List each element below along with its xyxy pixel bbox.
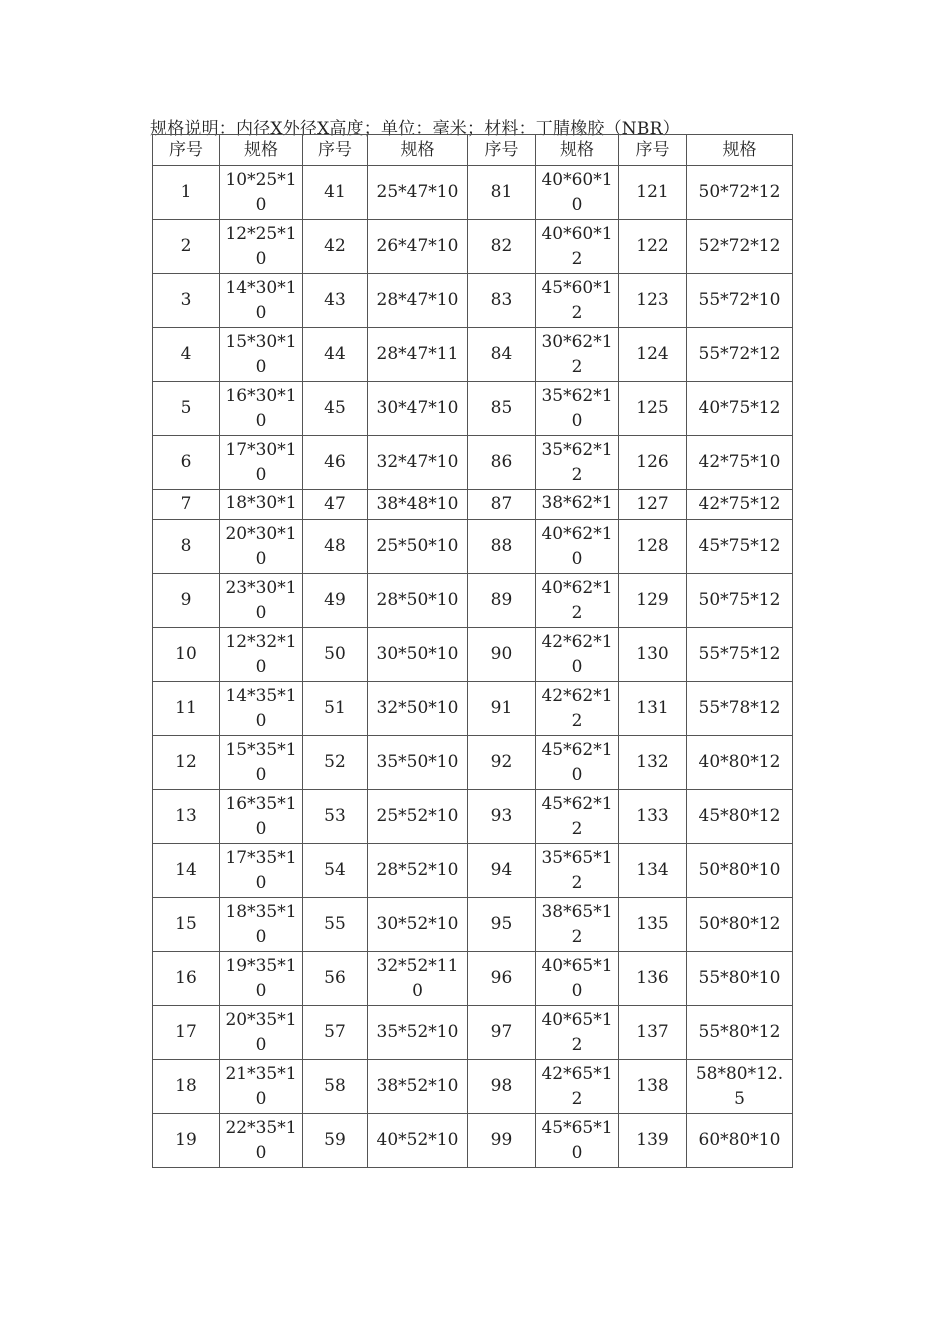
spec-value: 20*30*10 xyxy=(225,523,297,569)
spec-cell xyxy=(368,844,468,898)
spec-cell xyxy=(536,1006,619,1060)
spec-value: 42*62*12 xyxy=(541,685,613,731)
row-index-cell: 51 xyxy=(303,682,368,736)
row-index-cell: 54 xyxy=(303,844,368,898)
spec-value: 40*65*10 xyxy=(541,955,613,1001)
spec-cell xyxy=(536,844,619,898)
spec-cell xyxy=(536,166,619,220)
spec-cell xyxy=(368,1114,468,1168)
spec-cell xyxy=(687,520,793,574)
row-index-cell: 57 xyxy=(303,1006,368,1060)
row-index-cell: 95 xyxy=(468,898,536,952)
spec-value: 45*60*12 xyxy=(541,277,613,323)
spec-value: 45*62*12 xyxy=(541,793,613,839)
row-index-cell: 137 xyxy=(619,1006,687,1060)
spec-value: 55*80*12 xyxy=(698,1022,781,1042)
spec-value: 28*47*11 xyxy=(376,344,459,364)
row-index-cell: 15 xyxy=(153,898,220,952)
row-index-cell: 17 xyxy=(153,1006,220,1060)
row-index-cell: 131 xyxy=(619,682,687,736)
row-index-cell: 126 xyxy=(619,436,687,490)
spec-cell xyxy=(220,898,303,952)
spec-value: 55*80*10 xyxy=(698,968,781,988)
spec-cell xyxy=(368,1060,468,1114)
spec-value: 30*50*10 xyxy=(376,644,459,664)
spec-value: 40*62*10 xyxy=(541,523,613,569)
spec-value: 15*30*10 xyxy=(225,331,297,377)
spec-cell xyxy=(220,952,303,1006)
spec-cell xyxy=(368,628,468,682)
spec-cell xyxy=(687,490,793,520)
spec-cell xyxy=(687,166,793,220)
row-index-cell: 13 xyxy=(153,790,220,844)
header-row xyxy=(153,135,793,166)
row-index-cell: 7 xyxy=(153,490,220,520)
spec-cell xyxy=(536,682,619,736)
spec-cell xyxy=(220,520,303,574)
spec-cell xyxy=(368,166,468,220)
spec-value: 32*47*10 xyxy=(376,452,459,472)
spec-value: 55*75*12 xyxy=(698,644,781,664)
spec-value: 60*80*10 xyxy=(698,1130,781,1150)
spec-value: 40*65*12 xyxy=(541,1009,613,1055)
row-index-cell: 91 xyxy=(468,682,536,736)
spec-cell xyxy=(368,682,468,736)
row-index-cell: 41 xyxy=(303,166,368,220)
spec-value: 50*80*12 xyxy=(698,914,781,934)
row-index-cell: 45 xyxy=(303,382,368,436)
spec-value: 50*80*10 xyxy=(698,860,781,880)
row-index-cell: 58 xyxy=(303,1060,368,1114)
spec-cell xyxy=(220,166,303,220)
table-row xyxy=(153,520,793,574)
spec-value: 38*62*1 xyxy=(541,492,613,513)
spec-cell xyxy=(368,898,468,952)
spec-cell xyxy=(687,574,793,628)
spec-cell xyxy=(368,952,468,1006)
spec-value: 23*30*10 xyxy=(225,577,297,623)
spec-cell xyxy=(220,790,303,844)
spec-cell xyxy=(536,952,619,1006)
table-row xyxy=(153,790,793,844)
spec-value: 28*52*10 xyxy=(376,860,459,880)
row-index-cell: 98 xyxy=(468,1060,536,1114)
spec-value: 42*62*10 xyxy=(541,631,613,677)
header-index: 序号 xyxy=(303,135,368,166)
spec-value: 30*62*12 xyxy=(541,331,613,377)
row-index-cell: 5 xyxy=(153,382,220,436)
spec-cell xyxy=(687,220,793,274)
table-row xyxy=(153,166,793,220)
spec-value: 25*47*10 xyxy=(376,182,459,202)
spec-cell xyxy=(687,382,793,436)
table-row xyxy=(153,574,793,628)
spec-value: 28*47*10 xyxy=(376,290,459,310)
spec-value: 45*62*10 xyxy=(541,739,613,785)
row-index-cell: 83 xyxy=(468,274,536,328)
row-index-cell: 89 xyxy=(468,574,536,628)
table-row xyxy=(153,382,793,436)
spec-value: 35*52*10 xyxy=(376,1022,459,1042)
row-index-cell: 81 xyxy=(468,166,536,220)
row-index-cell: 16 xyxy=(153,952,220,1006)
row-index-cell: 3 xyxy=(153,274,220,328)
spec-value: 17*30*10 xyxy=(225,439,297,485)
header-index: 序号 xyxy=(468,135,536,166)
spec-cell xyxy=(220,382,303,436)
row-index-cell: 18 xyxy=(153,1060,220,1114)
table-row xyxy=(153,1114,793,1168)
row-index-cell: 47 xyxy=(303,490,368,520)
spec-value: 42*65*12 xyxy=(541,1063,613,1109)
row-index-cell: 50 xyxy=(303,628,368,682)
table-row xyxy=(153,220,793,274)
spec-cell xyxy=(687,736,793,790)
spec-cell xyxy=(536,490,619,520)
spec-value: 16*30*10 xyxy=(225,385,297,431)
spec-value: 14*35*10 xyxy=(225,685,297,731)
row-index-cell: 48 xyxy=(303,520,368,574)
row-index-cell: 139 xyxy=(619,1114,687,1168)
row-index-cell: 6 xyxy=(153,436,220,490)
header-spec: 规格 xyxy=(368,135,468,166)
spec-cell xyxy=(368,328,468,382)
spec-value: 21*35*10 xyxy=(225,1063,297,1109)
spec-value: 55*72*12 xyxy=(698,344,781,364)
spec-cell xyxy=(536,328,619,382)
row-index-cell: 4 xyxy=(153,328,220,382)
spec-value: 42*75*12 xyxy=(698,494,781,514)
spec-cell xyxy=(536,220,619,274)
row-index-cell: 55 xyxy=(303,898,368,952)
spec-cell xyxy=(536,736,619,790)
spec-value: 35*50*10 xyxy=(376,752,459,772)
header-spec: 规格 xyxy=(220,135,303,166)
row-index-cell: 94 xyxy=(468,844,536,898)
spec-cell xyxy=(536,274,619,328)
spec-value: 32*52*110 xyxy=(376,955,459,1001)
spec-cell xyxy=(687,898,793,952)
spec-cell xyxy=(220,436,303,490)
table-row xyxy=(153,1006,793,1060)
spec-value: 35*62*10 xyxy=(541,385,613,431)
row-index-cell: 99 xyxy=(468,1114,536,1168)
spec-cell xyxy=(220,1060,303,1114)
table-caption: 规格说明：内径X外径X高度；单位：毫米；材料：丁腈橡胶（NBR） xyxy=(150,119,680,139)
row-index-cell: 128 xyxy=(619,520,687,574)
spec-value: 14*30*10 xyxy=(225,277,297,323)
spec-value: 25*52*10 xyxy=(376,806,459,826)
table-row xyxy=(153,1060,793,1114)
spec-cell xyxy=(220,274,303,328)
spec-value: 45*65*10 xyxy=(541,1117,613,1163)
row-index-cell: 136 xyxy=(619,952,687,1006)
row-index-cell: 125 xyxy=(619,382,687,436)
row-index-cell: 97 xyxy=(468,1006,536,1060)
spec-value: 30*47*10 xyxy=(376,398,459,418)
spec-cell xyxy=(220,628,303,682)
spec-value: 30*52*10 xyxy=(376,914,459,934)
table-row xyxy=(153,844,793,898)
row-index-cell: 85 xyxy=(468,382,536,436)
spec-value: 50*75*12 xyxy=(698,590,781,610)
spec-cell xyxy=(368,1006,468,1060)
row-index-cell: 130 xyxy=(619,628,687,682)
spec-cell xyxy=(220,574,303,628)
spec-value: 17*35*10 xyxy=(225,847,297,893)
spec-cell xyxy=(687,328,793,382)
spec-cell xyxy=(368,382,468,436)
row-index-cell: 49 xyxy=(303,574,368,628)
spec-cell xyxy=(536,1060,619,1114)
spec-value: 40*75*12 xyxy=(698,398,781,418)
spec-value: 45*75*12 xyxy=(698,536,781,556)
row-index-cell: 90 xyxy=(468,628,536,682)
spec-value: 38*52*10 xyxy=(376,1076,459,1096)
row-index-cell: 56 xyxy=(303,952,368,1006)
spec-value: 20*35*10 xyxy=(225,1009,297,1055)
row-index-cell: 129 xyxy=(619,574,687,628)
row-index-cell: 86 xyxy=(468,436,536,490)
row-index-cell: 96 xyxy=(468,952,536,1006)
header-spec: 规格 xyxy=(687,135,793,166)
spec-value: 40*80*12 xyxy=(698,752,781,772)
spec-value: 50*72*12 xyxy=(698,182,781,202)
spec-cell xyxy=(368,790,468,844)
spec-cell xyxy=(220,328,303,382)
spec-cell xyxy=(687,682,793,736)
spec-cell xyxy=(220,1114,303,1168)
table-row xyxy=(153,274,793,328)
spec-value: 18*30*1 xyxy=(225,492,297,513)
row-index-cell: 135 xyxy=(619,898,687,952)
spec-cell xyxy=(220,220,303,274)
table-row xyxy=(153,898,793,952)
row-index-cell: 59 xyxy=(303,1114,368,1168)
table-row xyxy=(153,436,793,490)
table-row xyxy=(153,736,793,790)
table-row xyxy=(153,328,793,382)
row-index-cell: 44 xyxy=(303,328,368,382)
spec-cell xyxy=(536,628,619,682)
row-index-cell: 8 xyxy=(153,520,220,574)
spec-value: 38*48*10 xyxy=(376,494,459,514)
spec-value: 28*50*10 xyxy=(376,590,459,610)
spec-cell xyxy=(368,574,468,628)
header-spec: 规格 xyxy=(536,135,619,166)
spec-cell xyxy=(368,520,468,574)
spec-cell xyxy=(536,1114,619,1168)
spec-cell xyxy=(536,574,619,628)
spec-value: 18*35*10 xyxy=(225,901,297,947)
row-index-cell: 19 xyxy=(153,1114,220,1168)
row-index-cell: 84 xyxy=(468,328,536,382)
row-index-cell: 9 xyxy=(153,574,220,628)
spec-value: 58*80*12.5 xyxy=(695,1063,784,1109)
spec-cell xyxy=(687,1114,793,1168)
row-index-cell: 132 xyxy=(619,736,687,790)
row-index-cell: 14 xyxy=(153,844,220,898)
row-index-cell: 93 xyxy=(468,790,536,844)
spec-cell xyxy=(368,736,468,790)
spec-value: 26*47*10 xyxy=(376,236,459,256)
spec-cell xyxy=(220,844,303,898)
spec-value: 12*32*10 xyxy=(225,631,297,677)
spec-cell xyxy=(220,490,303,520)
spec-cell xyxy=(220,682,303,736)
spec-value: 45*80*12 xyxy=(698,806,781,826)
row-index-cell: 10 xyxy=(153,628,220,682)
row-index-cell: 87 xyxy=(468,490,536,520)
spec-value: 40*52*10 xyxy=(376,1130,459,1150)
spec-value: 12*25*10 xyxy=(225,223,297,269)
table-row xyxy=(153,490,793,520)
row-index-cell: 46 xyxy=(303,436,368,490)
row-index-cell: 42 xyxy=(303,220,368,274)
table-row xyxy=(153,952,793,1006)
spec-cell xyxy=(687,844,793,898)
spec-cell xyxy=(687,1060,793,1114)
spec-value: 32*50*10 xyxy=(376,698,459,718)
spec-value: 40*60*10 xyxy=(541,169,613,215)
spec-value: 22*35*10 xyxy=(225,1117,297,1163)
row-index-cell: 11 xyxy=(153,682,220,736)
row-index-cell: 123 xyxy=(619,274,687,328)
spec-value: 55*72*10 xyxy=(698,290,781,310)
row-index-cell: 43 xyxy=(303,274,368,328)
row-index-cell: 1 xyxy=(153,166,220,220)
row-index-cell: 82 xyxy=(468,220,536,274)
spec-value: 25*50*10 xyxy=(376,536,459,556)
row-index-cell: 121 xyxy=(619,166,687,220)
row-index-cell: 134 xyxy=(619,844,687,898)
spec-cell xyxy=(687,436,793,490)
spec-value: 15*35*10 xyxy=(225,739,297,785)
spec-cell xyxy=(687,1006,793,1060)
table-body xyxy=(153,166,793,1168)
table-row xyxy=(153,628,793,682)
header-index: 序号 xyxy=(153,135,220,166)
spec-cell xyxy=(220,1006,303,1060)
spec-cell xyxy=(687,274,793,328)
spec-cell xyxy=(687,952,793,1006)
spec-cell xyxy=(536,790,619,844)
header-index: 序号 xyxy=(619,135,687,166)
spec-value: 52*72*12 xyxy=(698,236,781,256)
row-index-cell: 2 xyxy=(153,220,220,274)
spec-value: 35*65*12 xyxy=(541,847,613,893)
spec-cell xyxy=(536,436,619,490)
row-index-cell: 53 xyxy=(303,790,368,844)
spec-cell xyxy=(368,436,468,490)
spec-cell xyxy=(536,382,619,436)
spec-value: 16*35*10 xyxy=(225,793,297,839)
row-index-cell: 52 xyxy=(303,736,368,790)
table-row xyxy=(153,682,793,736)
spec-cell xyxy=(220,736,303,790)
row-index-cell: 122 xyxy=(619,220,687,274)
row-index-cell: 124 xyxy=(619,328,687,382)
spec-cell xyxy=(536,898,619,952)
spec-value: 19*35*10 xyxy=(225,955,297,1001)
row-index-cell: 12 xyxy=(153,736,220,790)
spec-cell xyxy=(687,790,793,844)
spec-value: 55*78*12 xyxy=(698,698,781,718)
spec-cell xyxy=(536,520,619,574)
spec-cell xyxy=(368,274,468,328)
row-index-cell: 92 xyxy=(468,736,536,790)
spec-value: 40*60*12 xyxy=(541,223,613,269)
spec-table xyxy=(152,134,793,1168)
spec-cell xyxy=(687,628,793,682)
row-index-cell: 133 xyxy=(619,790,687,844)
spec-value: 38*65*12 xyxy=(541,901,613,947)
spec-value: 35*62*12 xyxy=(541,439,613,485)
spec-value: 42*75*10 xyxy=(698,452,781,472)
spec-cell xyxy=(368,490,468,520)
spec-cell xyxy=(368,220,468,274)
row-index-cell: 138 xyxy=(619,1060,687,1114)
spec-value: 40*62*12 xyxy=(541,577,613,623)
row-index-cell: 88 xyxy=(468,520,536,574)
spec-value: 10*25*10 xyxy=(225,169,297,215)
row-index-cell: 127 xyxy=(619,490,687,520)
